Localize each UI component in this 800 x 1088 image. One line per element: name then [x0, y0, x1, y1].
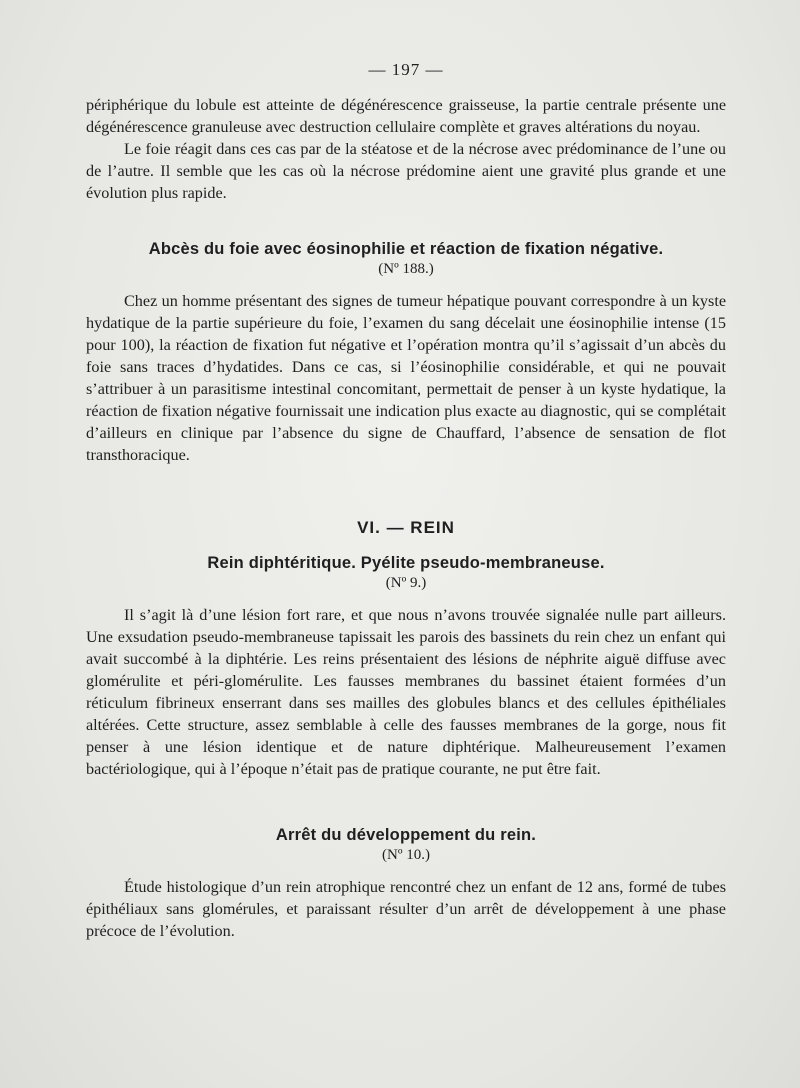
section-title-abces: Abcès du foie avec éosinophilie et réaction de fixation négative. [148, 240, 664, 258]
abces-paragraph: Chez un homme présentant des signes de tumeur hépatique pouvant correspondre à un kyste hydatique de la partie supérieure du foie, l’examen du sang décelait une éosinophilie intense (15 pour 100), la réaction de fixation fut négative et l’opération montra qu’il s’agissait d’un abcès du foie sans traces d’hydatides. Dans ce cas, si l’éosinophilie considérable, et qui ne pouvait s’attribuer à un parasitisme intestinal concomitant, permettait de penser à un kyste hydatique, la réaction de fixation négative fournissait une indication plus exacte au diagnostic, qui se complétait d’ailleurs en clinique par l’absence du signe de Chauffard, l’absence de sensation de flot transthoracique. [86, 292, 726, 464]
chapter-title-rein: VI. — REIN [357, 518, 455, 537]
section-title-rein-diphteritique: Rein diphtéritique. Pyélite pseudo-membraneuse. [207, 554, 605, 572]
page-number: — 197 — [368, 60, 444, 79]
intro-paragraph-2: Le foie réagit dans ces cas par de la stéatose et de la nécrose avec prédominance de l’une ou de l’autre. Il semble que les cas où la nécrose prédomine aient une gravité plus grande et une évolution plus rapide. [86, 140, 726, 202]
case-ref-9: (Nº 9.) [385, 575, 427, 591]
intro-paragraph-1: périphérique du lobule est atteinte de dégénérescence graisseuse, la partie centrale présente une dégénérescence granuleuse avec destruction cellulaire complète et graves altérations du noyau. [86, 96, 726, 136]
case-ref-188: (Nº 188.) [378, 261, 434, 277]
page-content [86, 60, 726, 942]
section-title-arret: Arrêt du développement du rein. [275, 826, 537, 844]
arret-paragraph: Étude histologique d’un rein atrophique rencontré chez un enfant de 12 ans, formé de tubes épithéliaux sans glomérules, et paraissant résulter d’un arrêt de développement à une phase précoce de l’évolution. [86, 878, 726, 940]
case-ref-10: (Nº 10.) [382, 847, 430, 863]
rein-diphteritique-paragraph: Il s’agit là d’une lésion fort rare, et que nous n’avons trouvée signalée nulle part ailleurs. Une exsudation pseudo-membraneuse tapissait les parois des bassinets du rein chez un enfant qui avait succombé à la diphtérie. Les reins présentaient des lésions de néphrite aiguë diffuse avec glomérulite et péri-glomérulite. Les fausses membranes du bassinet étaient formées d’un réticulum fibrineux enserrant dans ses mailles des globules blancs et des cellules épithéliales altérées. Cette structure, assez semblable à celle des fausses membranes de la gorge, nous fit penser à une lésion identique et de nature diphtérique. Malheureusement l’examen bactériologique, qui à l’époque n’était pas de pratique courante, ne put être fait. [86, 606, 726, 778]
